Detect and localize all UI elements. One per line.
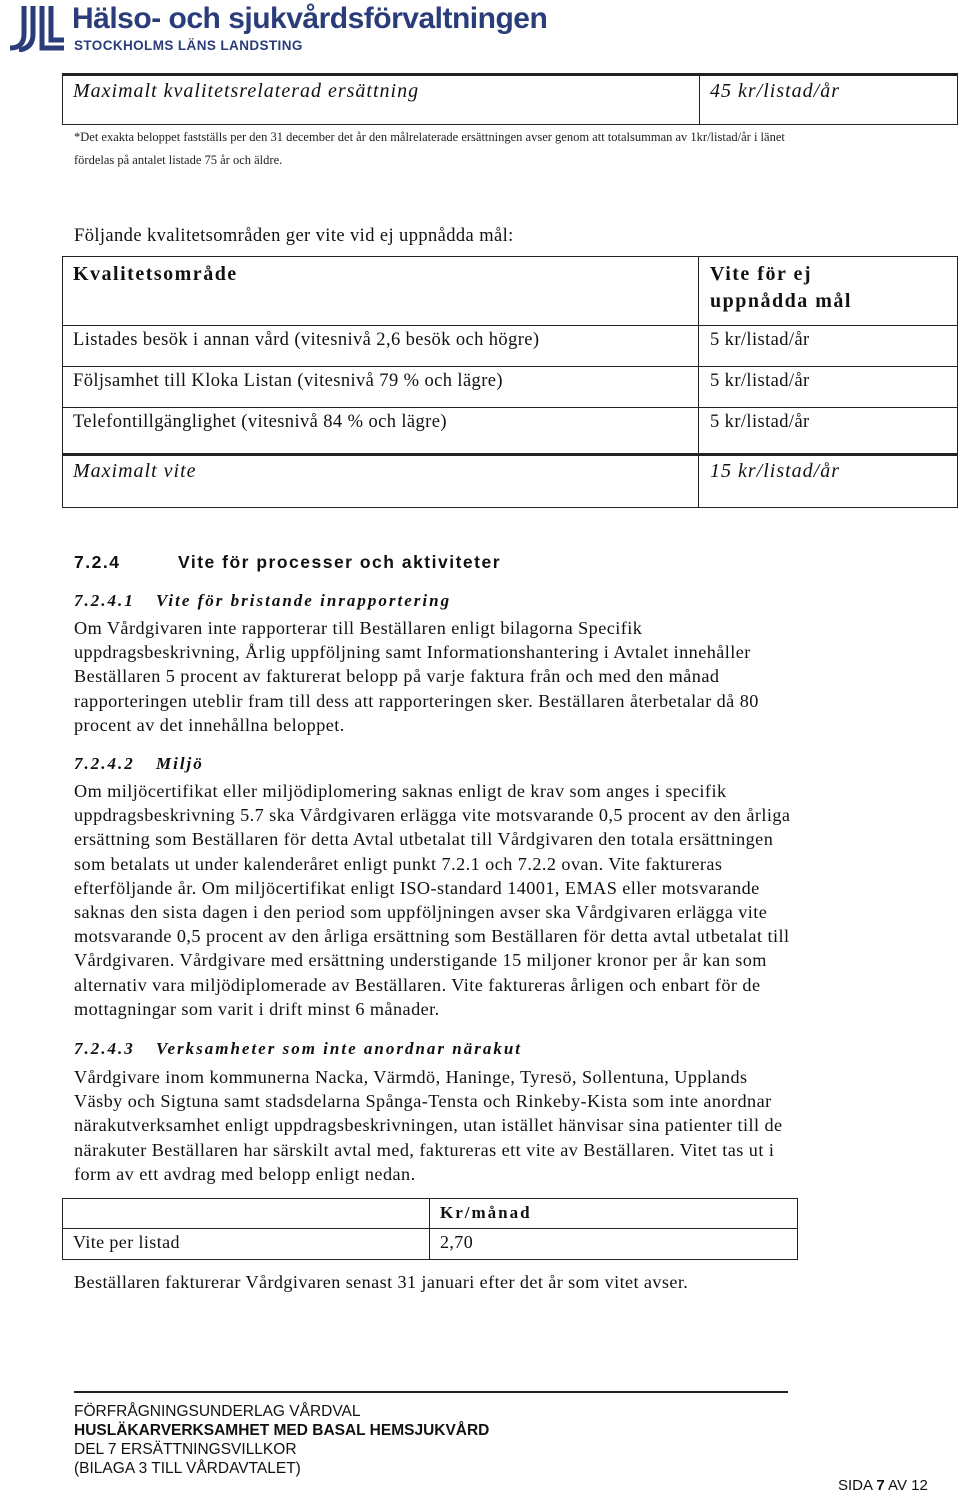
org-subtitle: STOCKHOLMS LÄNS LANDSTING — [74, 38, 303, 53]
paragraph-reporting — [74, 616, 759, 737]
page-current: 7 — [876, 1477, 885, 1494]
text-line: Vårdgivare inom kommunerna Nacka, Värmdö, Haninge, Tyresö, Sollentuna, Upplands — [74, 1067, 748, 1087]
table-divider — [699, 76, 700, 124]
subsection-number: 7.2.4.2 — [74, 754, 135, 773]
fine-header-line-2: uppnådda mål — [710, 290, 852, 312]
text-line: saknas den sista dagen i den period som uppföljningen avser ska Vårdgivaren erlägga vite — [74, 902, 768, 923]
text-line: närakuter Beställaren har särskilt avtal med, faktureras ett vite av Beställaren. Vitet tas ut i — [74, 1139, 775, 1160]
table-row-fine: 5 kr/listad/år — [710, 371, 810, 391]
total-divider — [63, 453, 957, 456]
text-line: mottagningar som varit i drift minst 6 månader. — [74, 998, 440, 1019]
column-divider — [698, 257, 699, 507]
amount-header: Kr/månad — [440, 1203, 532, 1222]
column-divider — [429, 1199, 430, 1259]
sll-logo-icon — [6, 4, 68, 52]
max-fine-label: Maximalt vite — [73, 460, 197, 482]
max-quality-table — [62, 73, 958, 125]
text-line: procent av det innehållna beloppet. — [74, 714, 345, 735]
paragraph-emergency — [74, 1065, 783, 1186]
table-row-area: Telefontillgänglighet (vitesnivå 84 % och lägre) — [73, 412, 447, 432]
quality-table — [62, 256, 958, 508]
text-line: Beställaren 5 procent av fakturerat belopp på varje faktura från och med den månad — [74, 666, 720, 687]
fine-value: 2,70 — [440, 1232, 474, 1252]
page-mid: AV — [888, 1477, 907, 1494]
footer-line-4: (BILAGA 3 TILL VÅRDAVTALET) — [74, 1460, 301, 1477]
table-row-fine: 5 kr/listad/år — [710, 330, 810, 350]
max-quality-value: 45 kr/listad/år — [710, 80, 841, 102]
section-title: Vite för processer och aktiviteter — [178, 552, 502, 572]
text-line: Vårdgivaren. Vårdgivare med ersättning understigande 15 miljoner kronor per år kan som — [74, 950, 767, 971]
text-line: ersättning som Beställaren för detta Avtal utbetalat till Vårdgivaren den totala ersättningen — [74, 829, 774, 850]
footer-rule — [74, 1391, 788, 1393]
closing-text: Beställaren fakturerar Vårdgivaren senast 31 januari efter det år som vitet avser. — [74, 1272, 689, 1292]
text-line: rapporteringen uteblir fram till dess att rapporteringen sker. Beställaren återbetalar då 80 — [74, 690, 759, 711]
quality-area-header: Kvalitetsområde — [73, 263, 238, 285]
text-line: Om miljöcertifikat eller miljödiplomering saknas enligt de krav som anges i specifik — [74, 781, 727, 801]
table-row-area: Listades besök i annan vård (vitesnivå 2,6 besök och högre) — [73, 330, 540, 350]
table-row-fine: 5 kr/listad/år — [710, 412, 810, 432]
section-number: 7.2.4 — [74, 552, 121, 572]
subsection-title: Verksamheter som inte anordnar närakut — [156, 1039, 523, 1058]
footer-line-3: DEL 7 ERSÄTTNINGSVILLKOR — [74, 1441, 297, 1458]
intro-text: Följande kvalitetsområden ger vite vid ej uppnådda mål: — [74, 226, 514, 246]
text-line: som betalats ut under kalenderåret enligt punkt 7.2.1 och 7.2.2 ovan. Vite faktureras — [74, 853, 723, 874]
subsection-title: Vite för bristande inrapportering — [156, 591, 452, 610]
text-line: Om Vårdgivaren inte rapporterar till Beställaren enligt bilagorna Specifik — [74, 618, 643, 638]
footer-line-2: HUSLÄKARVERKSAMHET MED BASAL HEMSJUKVÅRD — [74, 1422, 490, 1439]
max-quality-label: Maximalt kvalitetsrelaterad ersättning — [73, 80, 420, 102]
text-line: efterföljande år. Om miljöcertifikat enligt ISO-standard 14001, EMAS eller motsvarande — [74, 877, 760, 898]
text-line: form av ett avdrag med belopp enligt nedan. — [74, 1163, 416, 1184]
row-divider — [63, 1228, 797, 1229]
footer-block — [74, 1402, 489, 1478]
fine-per-listed-table — [62, 1198, 798, 1260]
text-line: uppdragsbeskrivning 5.7 ska Vårdgivaren erlägga vite motsvarande 0,5 procent av den årliga — [74, 805, 791, 826]
text-line: Väsby och Sigtuna samt stadsdelarna Spånga-Tensta och Rinkeby-Kista som inte anordnar — [74, 1091, 772, 1112]
footnote-line-2: fördelas på antalet listade 75 år och äldre. — [74, 153, 283, 167]
row-divider — [63, 366, 957, 367]
subsection-number: 7.2.4.3 — [74, 1039, 135, 1058]
fine-header-line-1: Vite för ej — [710, 263, 813, 285]
table-row-area: Följsamhet till Kloka Listan (vitesnivå 79 % och lägre) — [73, 371, 503, 391]
text-line: närakutverksamhet enligt uppdragsbeskrivningen, utan istället hänvisar sina patienter till de — [74, 1115, 783, 1136]
org-name: Hälso- och sjukvårdsförvaltningen — [72, 2, 548, 35]
row-divider — [63, 407, 957, 408]
fine-label: Vite per listad — [73, 1232, 180, 1252]
subsection-number: 7.2.4.1 — [74, 591, 135, 610]
text-line: motsvarande 0,5 procent av den årliga ersättning som Beställaren för detta avtal utbetalat till — [74, 926, 790, 947]
max-fine-value: 15 kr/listad/år — [710, 460, 841, 482]
text-line: uppdragsbeskrivning, Årlig uppföljning samt Informationshantering i Avtalet innehåller — [74, 642, 751, 663]
paragraph-environment — [74, 779, 790, 1021]
page-prefix: SIDA — [838, 1477, 873, 1494]
page-total: 12 — [911, 1477, 928, 1494]
row-divider — [63, 325, 957, 326]
page-number — [838, 1477, 928, 1494]
footer-line-1: FÖRFRÅGNINGSUNDERLAG VÅRDVAL — [74, 1403, 361, 1420]
subsection-title: Miljö — [156, 754, 204, 773]
text-line: alternativ vara miljödiplomerade av Beställaren. Vite faktureras årligen och enbart för de — [74, 974, 761, 995]
footnote-line-1: *Det exakta beloppet fastställs per den 31 december det år den målrelaterade ersättningen avser genom att totalsumman av 1kr/listad/år i länet — [74, 130, 785, 144]
